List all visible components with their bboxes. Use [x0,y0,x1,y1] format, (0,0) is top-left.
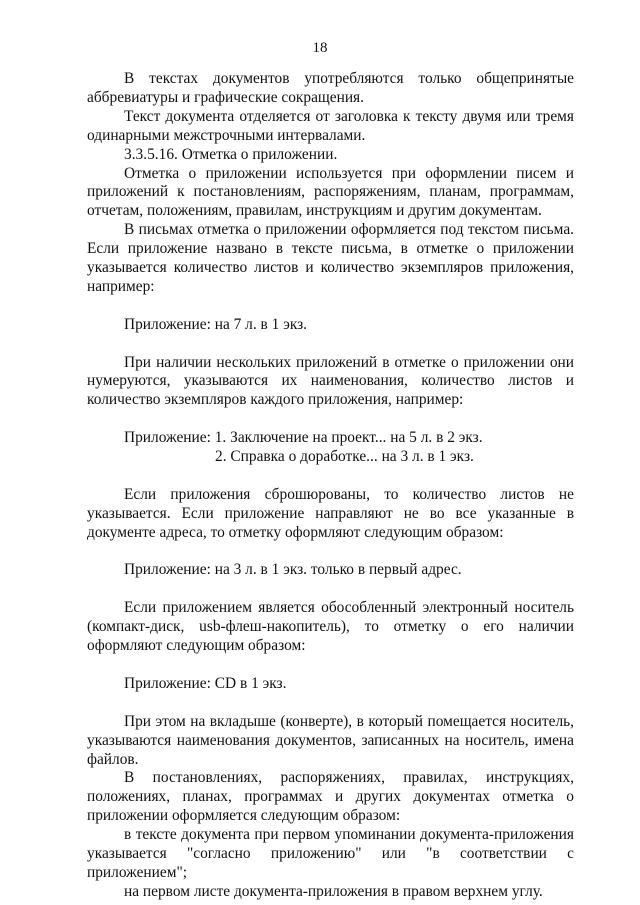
paragraph-letters-attachment: В письмах отметка о приложении оформляется под текстом письма. Если приложение названо в тексте письма, в отметке о приложении указывается количество листов и количество экземпляров приложения, например: [87,221,574,295]
paragraph-first-sheet: на первом листе документа-приложения в правом верхнем углу. [124,882,543,900]
paragraph-electronic-media: Если приложением является обособленный электронный носитель (компакт-диск, usb-флеш-накопитель), то отметку о его наличии оформляют следующим образом: [87,599,574,655]
paragraph-abbreviations: В текстах документов употребляются только общепринятые аббревиатуры и графические сокращения. [87,70,574,106]
example-attachment-list-2: 2. Справка о доработке... на 3 л. в 1 экз. [215,448,474,466]
page-number: 18 [312,40,328,56]
paragraph-envelope: При этом на вкладыше (конверте), в который помещается носитель, указываются наименования документов, записанных на носитель, имена файлов. [87,712,574,768]
example-first-address: Приложение: на 3 л. в 1 экз. только в первый адрес. [124,561,462,579]
section-heading-attachment-mark: 3.3.5.16. Отметка о приложении. [124,145,338,163]
paragraph-heading-spacing: Текст документа отделяется от заголовка к тексту двумя или тремя одинарными межстрочными интервалами. [87,107,574,144]
paragraph-bound-attachments: Если приложения сброшюрованы, то количество листов не указывается. Если приложение направляют не во все указанные в документе адреса, то отметку оформляют следующим образом: [87,485,574,541]
example-single-attachment: Приложение: на 7 л. в 1 экз. [124,315,308,333]
paragraph-resolutions: В постановлениях, распоряжениях, правилах, инструкциях, положениях, планах, программах и других документах отметка о приложении оформляется следующим образом: [87,769,574,825]
example-attachment-list-1: Приложение: 1. Заключение на проект... на 5 л. в 2 экз. [124,429,483,447]
example-cd: Приложение: CD в 1 экз. [124,674,287,692]
paragraph-first-mention: в тексте документа при первом упоминании документа-приложения указывается "согласно приложению" или "в соответствии с приложением"; [87,826,574,881]
document-body [87,70,574,902]
paragraph-multiple-attachments: При наличии нескольких приложений в отметке о приложении они нумеруются, указываются их наименования, количество листов и количество экземпляров каждого приложения, например: [87,353,574,409]
paragraph-attachment-mark-usage: Отметка о приложении используется при оформлении писем и приложений к постановлениям, распоряжениям, планам, программам, отчетам, положениям, правилам, инструкциям и другим документам. [87,164,574,220]
